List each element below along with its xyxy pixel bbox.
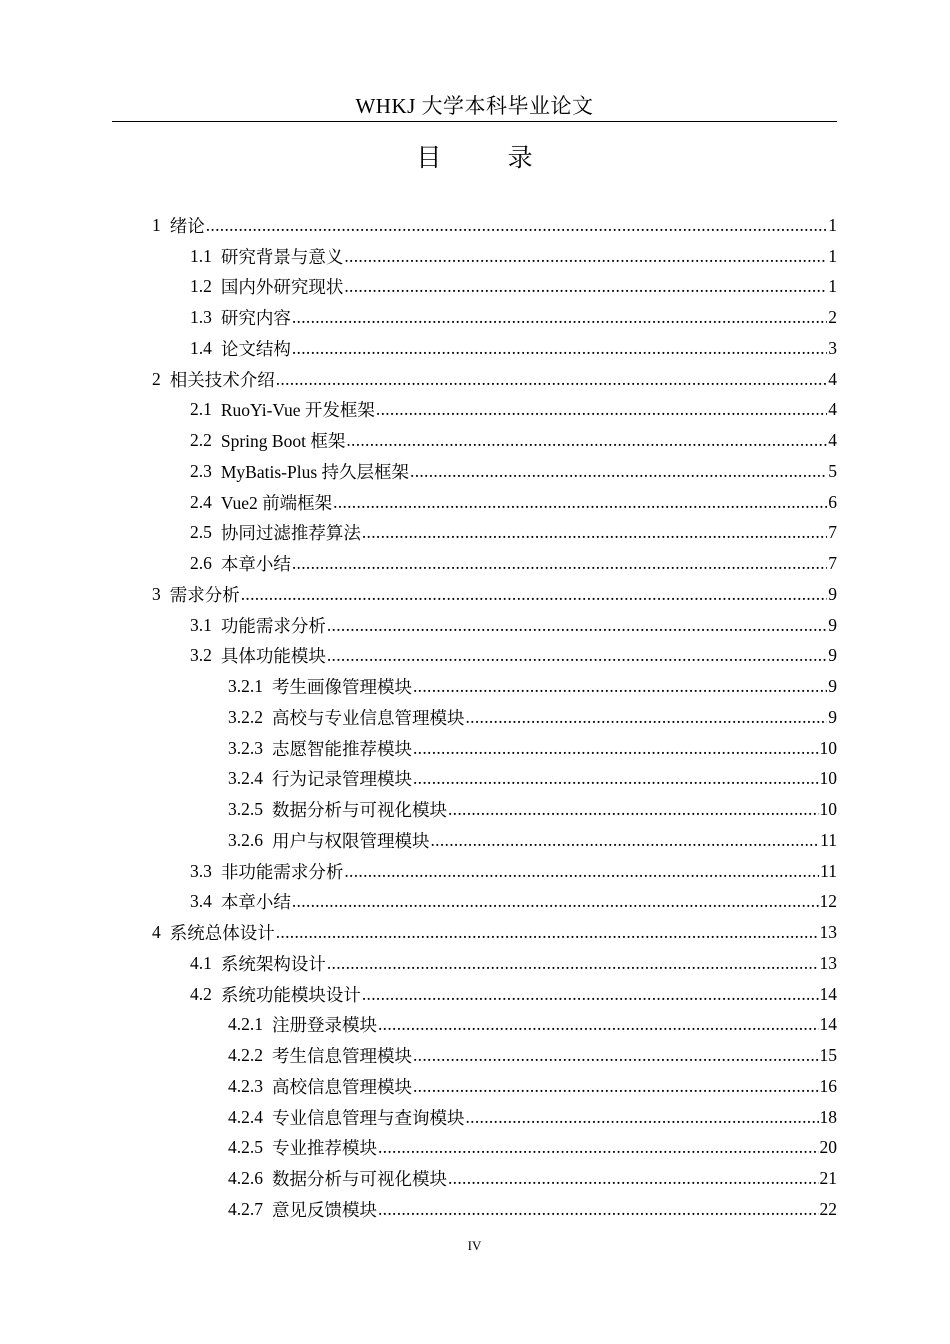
toc-dot-leader bbox=[413, 676, 827, 697]
toc-entry-number: 3.4 bbox=[190, 891, 212, 912]
toc-entry-number: 3.2.3 bbox=[228, 737, 263, 758]
toc-entry[interactable] bbox=[0, 1163, 837, 1194]
toc-entry-label: Spring Boot 框架 bbox=[220, 431, 346, 452]
toc-entry-page: 20 bbox=[819, 1137, 837, 1158]
toc-dot-leader bbox=[344, 246, 827, 267]
toc-entry-page: 11 bbox=[820, 860, 837, 881]
toc-dot-leader bbox=[413, 1076, 819, 1097]
toc-entry-label: 行为记录管理模块 bbox=[272, 769, 412, 790]
toc-entry-page: 1 bbox=[828, 245, 837, 266]
toc-entry-page: 2 bbox=[828, 307, 837, 328]
toc-entry[interactable] bbox=[0, 364, 837, 395]
toc-entry-number: 3 bbox=[152, 583, 161, 604]
toc-dot-leader bbox=[276, 369, 828, 390]
toc-entry-page: 3 bbox=[828, 337, 837, 358]
toc-dot-leader bbox=[344, 276, 827, 297]
toc-entry[interactable] bbox=[0, 1133, 837, 1164]
toc-entry-label: 数据分析与可视化模块 bbox=[272, 800, 447, 821]
toc-entry-page: 9 bbox=[828, 706, 837, 727]
toc-entry-page: 12 bbox=[819, 891, 837, 912]
toc-entry-label: 数据分析与可视化模块 bbox=[272, 1169, 447, 1190]
toc-entry[interactable] bbox=[0, 764, 837, 795]
toc-entry-label: 高校与专业信息管理模块 bbox=[272, 707, 465, 728]
toc-entry-page: 22 bbox=[819, 1198, 837, 1219]
toc-entry-label: 非功能需求分析 bbox=[220, 861, 344, 882]
toc-entry-page: 1 bbox=[828, 276, 837, 297]
toc-entry-label: 用户与权限管理模块 bbox=[272, 830, 430, 851]
toc-entry[interactable] bbox=[0, 579, 837, 610]
toc-entry-label: MyBatis-Plus 持久层框架 bbox=[220, 461, 410, 482]
toc-entry-label: 考生画像管理模块 bbox=[272, 677, 412, 698]
toc-dot-leader bbox=[413, 738, 819, 759]
toc-entry-number: 2.3 bbox=[190, 460, 212, 481]
toc-entry-page: 4 bbox=[828, 399, 837, 420]
toc-entry-number: 3.3 bbox=[190, 860, 212, 881]
toc-entry[interactable] bbox=[0, 395, 837, 426]
toc-entry-page: 16 bbox=[819, 1075, 837, 1096]
toc-entry-label: 意见反馈模块 bbox=[272, 1199, 377, 1220]
toc-dot-leader bbox=[376, 399, 827, 420]
toc-entry[interactable] bbox=[0, 733, 837, 764]
toc-entry[interactable] bbox=[0, 1102, 837, 1133]
toc-entry[interactable] bbox=[0, 518, 837, 549]
toc-entry-number: 1.2 bbox=[190, 276, 212, 297]
toc-entry-number: 3.2.1 bbox=[228, 676, 263, 697]
toc-dot-leader bbox=[448, 799, 819, 820]
toc-entry-page: 10 bbox=[819, 737, 837, 758]
header-divider bbox=[112, 121, 837, 122]
toc-entry[interactable] bbox=[0, 856, 837, 887]
toc-dot-leader bbox=[378, 1137, 819, 1158]
toc-entry-page: 15 bbox=[819, 1045, 837, 1066]
toc-entry-number: 1 bbox=[152, 214, 161, 235]
toc-dot-leader bbox=[378, 1014, 819, 1035]
toc-entry-label: 相关技术介绍 bbox=[169, 369, 275, 390]
toc-entry[interactable] bbox=[0, 302, 837, 333]
toc-dot-leader bbox=[327, 953, 819, 974]
toc-entry[interactable] bbox=[0, 917, 837, 948]
toc-entry-label: 研究背景与意义 bbox=[220, 246, 344, 267]
toc-entry-label: 具体功能模块 bbox=[220, 646, 326, 667]
toc-dot-leader bbox=[362, 984, 819, 1005]
toc-entry-page: 6 bbox=[828, 491, 837, 512]
toc-dot-leader bbox=[241, 584, 828, 605]
toc-entry-label: 系统架构设计 bbox=[220, 953, 326, 974]
toc-dot-leader bbox=[327, 615, 827, 636]
toc-dot-leader bbox=[292, 553, 827, 574]
toc-dot-leader bbox=[413, 768, 819, 789]
toc-entry-label: 考生信息管理模块 bbox=[272, 1046, 412, 1067]
toc-entry[interactable] bbox=[0, 610, 837, 641]
toc-entry-label: 国内外研究现状 bbox=[220, 277, 344, 298]
toc-entry-label: 系统功能模块设计 bbox=[220, 984, 361, 1005]
toc-entry-number: 2.5 bbox=[190, 522, 212, 543]
toc-entry-number: 3.2.4 bbox=[228, 768, 263, 789]
toc-dot-leader bbox=[466, 1107, 819, 1128]
toc-entry[interactable] bbox=[0, 456, 837, 487]
toc-entry-label: 研究内容 bbox=[220, 308, 291, 329]
toc-entry[interactable] bbox=[0, 641, 837, 672]
toc-dot-leader bbox=[362, 522, 827, 543]
toc-dot-leader bbox=[292, 891, 819, 912]
toc-entry-page: 13 bbox=[819, 922, 837, 943]
toc-dot-leader bbox=[206, 215, 828, 236]
toc-entry-number: 4.1 bbox=[190, 952, 212, 973]
toc-dot-leader bbox=[327, 645, 827, 666]
toc-entry-label: 志愿智能推荐模块 bbox=[272, 738, 412, 759]
toc-entry-number: 2.1 bbox=[190, 399, 212, 420]
toc-entry-page: 10 bbox=[819, 799, 837, 820]
toc-entry-label: 功能需求分析 bbox=[220, 615, 326, 636]
toc-entry-page: 4 bbox=[828, 368, 837, 389]
toc-entry[interactable] bbox=[0, 948, 837, 979]
toc-heading: 目 录 bbox=[416, 145, 563, 172]
toc-entry-page: 14 bbox=[819, 1014, 837, 1035]
toc-entry-label: 本章小结 bbox=[220, 892, 291, 913]
toc-entry-number: 3.2.6 bbox=[228, 829, 263, 850]
toc-entry-page: 1 bbox=[828, 214, 837, 235]
toc-entry-page: 9 bbox=[828, 676, 837, 697]
toc-entry-label: 论文结构 bbox=[220, 338, 291, 359]
toc-entry[interactable] bbox=[0, 979, 837, 1010]
toc-entry-number: 1.1 bbox=[190, 245, 212, 266]
toc-entry-number: 4.2.7 bbox=[228, 1198, 263, 1219]
page-number: IV bbox=[467, 1238, 482, 1253]
toc-entry-number: 4.2.6 bbox=[228, 1168, 263, 1189]
toc-entry-page: 9 bbox=[828, 614, 837, 635]
toc-entry-number: 4.2.4 bbox=[228, 1106, 263, 1127]
toc-dot-leader bbox=[378, 1199, 819, 1220]
toc-entry[interactable] bbox=[0, 487, 837, 518]
toc-entry-label: 注册登录模块 bbox=[272, 1015, 377, 1036]
toc-entry-number: 4 bbox=[152, 922, 161, 943]
toc-entry-label: Vue2 前端框架 bbox=[220, 492, 333, 513]
toc-entry-number: 2.4 bbox=[190, 491, 212, 512]
toc-entry[interactable] bbox=[0, 1010, 837, 1041]
toc-entry-page: 7 bbox=[828, 553, 837, 574]
toc-entry-number: 3.2 bbox=[190, 645, 212, 666]
toc-entry-page: 4 bbox=[828, 430, 837, 451]
toc-dot-leader bbox=[466, 707, 828, 728]
toc-entry[interactable] bbox=[0, 887, 837, 918]
toc-entry-number: 4.2.1 bbox=[228, 1014, 263, 1035]
toc-entry-page: 9 bbox=[828, 645, 837, 666]
toc-entry[interactable] bbox=[0, 425, 837, 456]
toc-entry[interactable] bbox=[0, 794, 837, 825]
toc-entry-label: 专业推荐模块 bbox=[272, 1138, 377, 1159]
toc-entry[interactable] bbox=[0, 241, 837, 272]
toc-dot-leader bbox=[292, 307, 827, 328]
toc-entry-number: 4.2.3 bbox=[228, 1075, 263, 1096]
toc-dot-leader bbox=[410, 461, 827, 482]
toc-entry-page: 5 bbox=[828, 460, 837, 481]
toc-entry-label: 绪论 bbox=[169, 215, 205, 236]
toc-entry-page: 9 bbox=[828, 583, 837, 604]
toc-entry[interactable] bbox=[0, 671, 837, 702]
toc-dot-leader bbox=[448, 1168, 819, 1189]
toc-entry-label: 高校信息管理模块 bbox=[272, 1076, 412, 1097]
toc-dot-leader bbox=[346, 430, 827, 451]
toc-entry-page: 18 bbox=[819, 1106, 837, 1127]
toc-entry-page: 13 bbox=[819, 952, 837, 973]
toc-entry-number: 2.2 bbox=[190, 430, 212, 451]
toc-entry[interactable] bbox=[0, 702, 837, 733]
toc-dot-leader bbox=[276, 922, 819, 943]
toc-entry-number: 1.3 bbox=[190, 307, 212, 328]
toc-entry-label: RuoYi-Vue 开发框架 bbox=[220, 400, 375, 421]
toc-entry-number: 3.2.5 bbox=[228, 799, 263, 820]
toc-dot-leader bbox=[333, 492, 827, 513]
toc-entry-number: 3.1 bbox=[190, 614, 212, 635]
toc-entry-number: 2.6 bbox=[190, 553, 212, 574]
toc-entry[interactable] bbox=[0, 210, 837, 241]
toc-dot-leader bbox=[344, 861, 819, 882]
toc-entry-number: 1.4 bbox=[190, 337, 212, 358]
toc-entry-number: 2 bbox=[152, 368, 161, 389]
toc-entry[interactable] bbox=[0, 1071, 837, 1102]
toc-entry[interactable] bbox=[0, 548, 837, 579]
toc-entry-number: 3.2.2 bbox=[228, 706, 263, 727]
toc-entry[interactable] bbox=[0, 333, 837, 364]
toc-dot-leader bbox=[292, 338, 827, 359]
toc-entry[interactable] bbox=[0, 272, 837, 303]
toc-entry[interactable] bbox=[0, 825, 837, 856]
toc-entry[interactable] bbox=[0, 1040, 837, 1071]
toc-entry-page: 11 bbox=[820, 829, 837, 850]
toc-entry-label: 专业信息管理与查询模块 bbox=[272, 1107, 465, 1128]
toc-entry-label: 系统总体设计 bbox=[169, 923, 275, 944]
toc-entry-label: 协同过滤推荐算法 bbox=[220, 523, 361, 544]
toc-dot-leader bbox=[431, 830, 820, 851]
toc-dot-leader bbox=[413, 1045, 819, 1066]
table-of-contents bbox=[0, 210, 950, 1225]
toc-entry-label: 本章小结 bbox=[220, 554, 291, 575]
toc-entry-page: 7 bbox=[828, 522, 837, 543]
toc-entry-page: 21 bbox=[819, 1168, 837, 1189]
toc-entry-page: 14 bbox=[819, 983, 837, 1004]
running-header-title: WHKJ 大学本科毕业论文 bbox=[355, 94, 594, 118]
toc-entry-page: 10 bbox=[819, 768, 837, 789]
toc-entry[interactable] bbox=[0, 1194, 837, 1225]
toc-entry-label: 需求分析 bbox=[169, 584, 240, 605]
toc-entry-number: 4.2.2 bbox=[228, 1045, 263, 1066]
toc-entry-number: 4.2 bbox=[190, 983, 212, 1004]
toc-entry-number: 4.2.5 bbox=[228, 1137, 263, 1158]
